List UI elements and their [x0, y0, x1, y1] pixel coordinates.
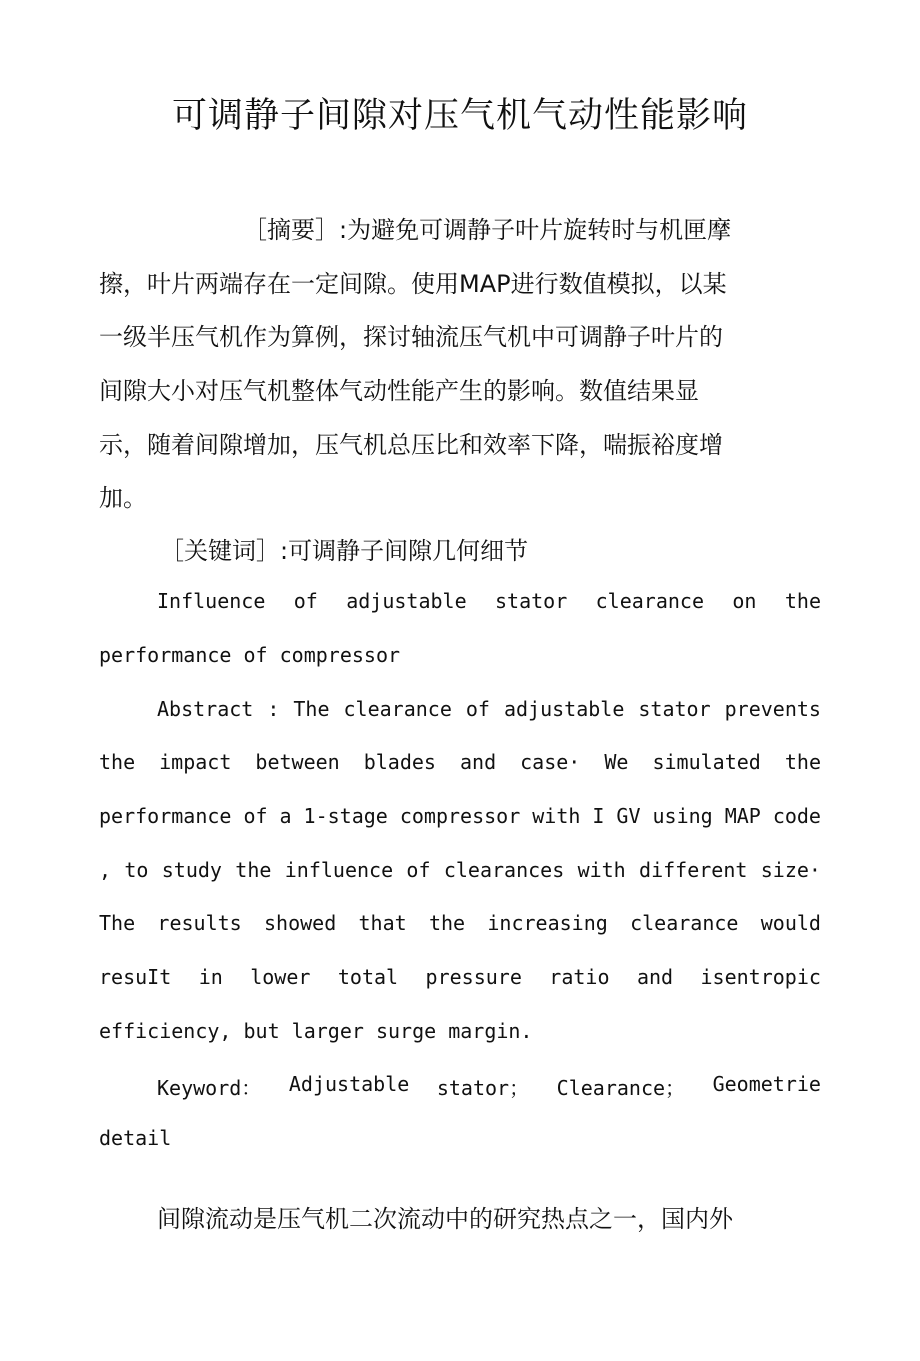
abstract-cn-line-6: 加。	[99, 484, 147, 512]
word: The	[293, 697, 330, 721]
word: the	[428, 911, 466, 935]
word: on	[732, 589, 757, 613]
word: clearance	[630, 911, 739, 935]
abstract-en-line-1	[157, 697, 821, 721]
word: increasing	[487, 911, 608, 935]
english-title-line-2: performance of compressor	[99, 643, 401, 667]
word: results	[157, 911, 242, 935]
word: total	[337, 965, 399, 989]
word: ,	[99, 858, 112, 882]
abstract-en-line-3	[99, 804, 821, 828]
word: clearances	[443, 858, 565, 882]
abstract-cn-line-2: 擦，叶片两端存在一定间隙。使用MAP进行数值模拟，以某	[99, 270, 727, 298]
word: adjustable	[346, 589, 467, 613]
word: that	[358, 911, 407, 935]
word: of	[406, 858, 431, 882]
word: using	[652, 804, 713, 828]
abstract-en-line-4	[99, 858, 821, 882]
word: in	[198, 965, 223, 989]
word: isentropic	[700, 965, 821, 989]
word: Adjustable	[288, 1072, 410, 1096]
word: stator	[495, 589, 568, 613]
word: ratio	[549, 965, 610, 989]
abstract-en-line-7: efficiency, but larger surge margin.	[99, 1019, 533, 1043]
word: MAP	[724, 804, 761, 828]
word: case·	[520, 750, 581, 774]
keywords-en-line-1	[157, 1072, 821, 1101]
abstract-en-line-5	[99, 911, 821, 935]
abstract-en-line-6	[99, 965, 821, 989]
word: and	[459, 750, 497, 774]
word: with	[532, 804, 581, 828]
word: and	[636, 965, 674, 989]
keywords-en-line-2: detail	[99, 1126, 172, 1150]
paper-title: 可调静子间隙对压气机气动性能影响	[171, 96, 748, 136]
word: the	[99, 750, 136, 774]
word: resuIt	[99, 965, 172, 989]
word: lower	[250, 965, 311, 989]
word: adjustable	[503, 697, 625, 721]
word: clearance	[595, 589, 705, 613]
word: impact	[159, 750, 232, 774]
word: We	[604, 750, 629, 774]
word: study	[161, 858, 222, 882]
word: :	[267, 697, 280, 721]
word: the	[784, 589, 821, 613]
word: of	[243, 804, 268, 828]
word: would	[760, 911, 821, 935]
word: with	[577, 858, 626, 882]
word: blades	[363, 750, 436, 774]
word: I	[592, 804, 605, 828]
word: simulated	[652, 750, 761, 774]
abstract-cn-line-5: 示，随着间隙增加，压气机总压比和效率下降，喘振裕度增	[99, 431, 723, 459]
word: the	[235, 858, 272, 882]
abstract-cn-line-1: ［摘要］:为避免可调静子叶片旋转时与机匣摩	[243, 216, 732, 244]
word: 1-stage	[303, 804, 388, 828]
word: Keyword：	[157, 1076, 262, 1100]
abstract-cn-line-4: 间隙大小对压气机整体气动性能产生的影响。数值结果显	[99, 377, 699, 405]
word: stator；	[436, 1076, 530, 1100]
body-cn-line-1: 间隙流动是压气机二次流动中的研究热点之一，国内外	[157, 1205, 733, 1233]
word: Influence	[157, 589, 266, 613]
word: compressor	[399, 804, 521, 828]
abstract-en-line-2	[99, 750, 821, 774]
word: clearance	[343, 697, 452, 721]
word: Abstract	[157, 697, 254, 721]
word: stator	[638, 697, 711, 721]
english-title-line-1	[157, 589, 821, 613]
word: showed	[263, 911, 337, 935]
word: prevents	[724, 697, 821, 721]
abstract-cn-line-3: 一级半压气机作为算例，探讨轴流压气机中可调静子叶片的	[99, 323, 723, 351]
word: The	[99, 911, 136, 935]
word: GV	[616, 804, 641, 828]
word: to	[124, 858, 149, 882]
word: pressure	[425, 965, 522, 989]
word: code	[772, 804, 821, 828]
word: between	[255, 750, 340, 774]
word: a	[279, 804, 292, 828]
keywords-cn: ［关键词］:可调静子间隙几何细节	[160, 537, 529, 565]
word: influence	[284, 858, 394, 882]
word: performance	[99, 804, 232, 828]
word: size·	[760, 858, 821, 882]
word: Geometrie	[712, 1072, 821, 1096]
word: different	[639, 858, 748, 882]
word: of	[293, 589, 318, 613]
word: the	[784, 750, 821, 774]
word: Clearance；	[556, 1076, 686, 1100]
word: of	[465, 697, 490, 721]
